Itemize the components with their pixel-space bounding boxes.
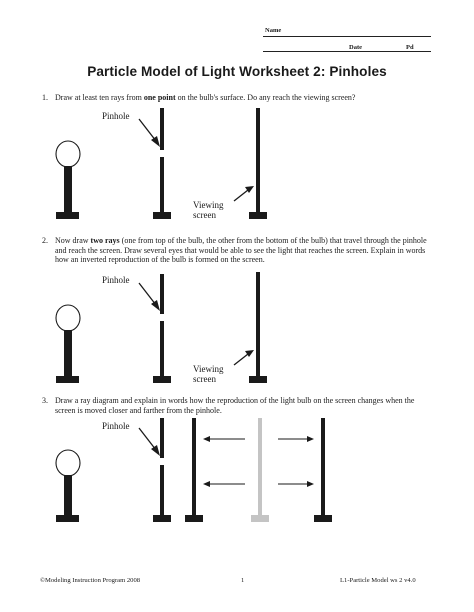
move-farther-arrow-bottom <box>278 481 314 487</box>
pinhole-label-2: Pinhole <box>102 275 130 285</box>
worksheet-title: Particle Model of Light Worksheet 2: Pinholes <box>87 64 387 79</box>
move-closer-arrow-top <box>203 436 245 442</box>
question-3-number: 3. <box>42 396 48 405</box>
move-farther-arrow-top <box>278 436 314 442</box>
footer-copyright: ©Modeling Instruction Program 2008 <box>40 577 141 584</box>
question-3-text: Draw a ray diagram and explain in words how the reproduction of the light bulb on the screen changes when the screen is moved closer and farther from the pinhole. <box>55 396 415 415</box>
viewing-label-1: Viewing <box>193 200 224 210</box>
footer-page-number: 1 <box>241 577 245 584</box>
screen-near <box>185 418 203 522</box>
question-2-text: Now draw two rays (one from top of the bulb, the other from the bottom of the bulb) that travel through the pinhole and reach the screen. Draw several eyes that would be able to see the light that reaches the screen. Explain in words how an inverted reproduction of the bulb is formed on the screen. <box>55 236 427 265</box>
pd-label: Pd <box>406 44 414 51</box>
screen-middle-faded <box>251 418 269 522</box>
pinhole-label-3: Pinhole <box>102 421 130 431</box>
viewing-label-2: Viewing <box>193 364 224 374</box>
question-1-number: 1. <box>42 93 48 102</box>
pinhole-label-1: Pinhole <box>102 111 130 121</box>
screen-label-2: screen <box>193 374 216 384</box>
question-2-number: 2. <box>42 236 48 245</box>
light-bulb-3 <box>56 450 80 522</box>
question-1-text: Draw at least ten rays from one point on the bulb's surface. Do any reach the viewing screen? <box>55 93 356 102</box>
pinhole-arrow-3 <box>139 428 160 456</box>
footer-version: L1-Particle Model ws 2 v4.0 <box>340 577 416 584</box>
move-closer-arrow-bottom <box>203 481 245 487</box>
screen-label-1: screen <box>193 210 216 220</box>
screen-far <box>314 418 332 522</box>
pinhole-barrier-3 <box>153 418 171 522</box>
date-label: Date <box>349 44 362 51</box>
name-label: Name <box>265 27 282 34</box>
